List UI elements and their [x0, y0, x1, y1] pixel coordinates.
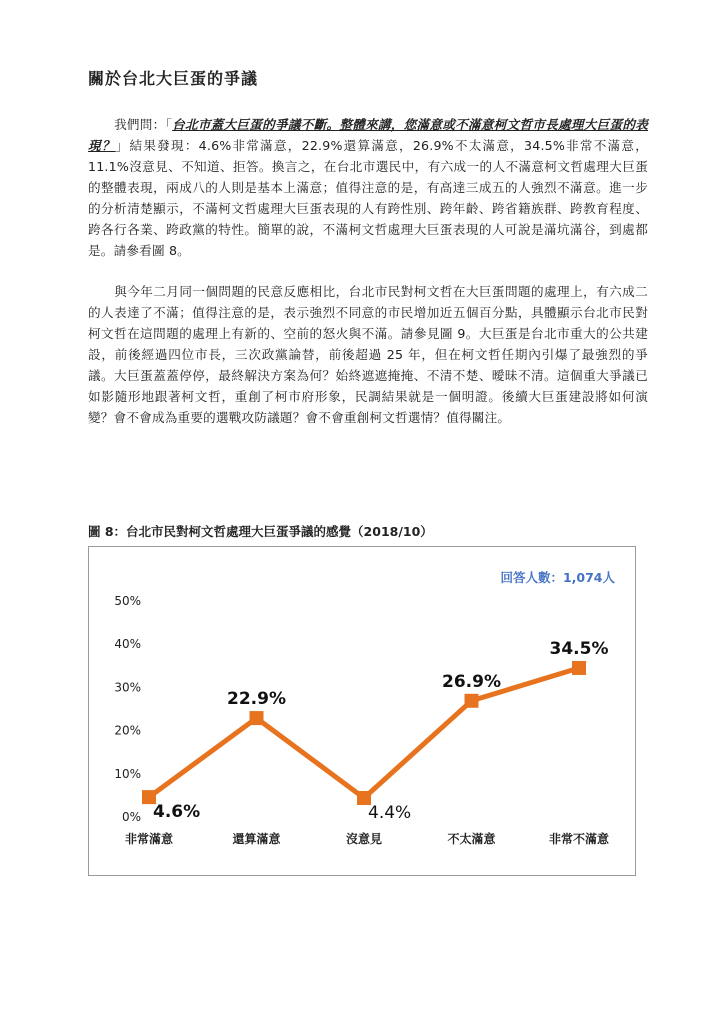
y-tick-label: 20%	[114, 723, 141, 738]
figure-caption: 圖 8：台北市民對柯文哲處理大巨蛋爭議的感覺（2018/10）	[88, 524, 433, 539]
data-label: 34.5%	[549, 638, 609, 659]
paragraph-1-prefix: 我們問：「	[114, 117, 173, 132]
data-label: 4.6%	[153, 802, 201, 823]
chart-frame	[88, 546, 636, 876]
x-category-label: 不太滿意	[447, 832, 496, 846]
paragraph-1-rest: 」結果發現：4.6%非常滿意，22.9%還算滿意，26.9%不太滿意，34.5%非常不滿意，11.1%沒意見、不知道、拒答。換言之，在台北市選民中，有六成一的人不滿意柯文哲處理大巨蛋的整體表現，兩成八的人則是基本上滿意；值得注意的是，有高達三成五的人強烈不滿意。進一步的分析清楚顯示，不滿柯文哲處理大巨蛋表現的人有跨性別、跨年齡、跨省籍族群、跨教育程度、跨各行各業、跨政黨的特性。簡單的說，不滿柯文哲處理大巨蛋表現的人可說是滿坑滿谷，到處都是。請參看圖 8。	[88, 138, 649, 258]
x-category-label: 還算滿意	[232, 832, 281, 846]
paragraph-1	[88, 114, 648, 261]
y-tick-label: 30%	[114, 680, 141, 695]
data-label: 4.4%	[368, 802, 412, 823]
paragraph-2	[88, 281, 648, 428]
data-label: 26.9%	[442, 671, 501, 692]
data-point-marker	[572, 661, 586, 675]
y-tick-label: 50%	[114, 594, 141, 608]
document-title: 關於台北大巨蛋的爭議	[88, 69, 259, 88]
paragraph-2-text: 與今年二月同一個問題的民意反應相比，台北市民對柯文哲在大巨蛋問題的處理上，有六成二的人表達了不滿；值得注意的是，表示強烈不同意的市民增加近五個百分點，具體顯示台北市民對柯文哲在這問題的處理上有新的、空前的怒火與不滿。請參見圖 9。大巨蛋是台北市重大的公共建設，前後經過四位市長，三次政黨論替，前後超過 25 年，但在柯文哲任期內引爆了最強烈的爭議。大巨蛋蓋蓋停停，最終解決方案為何？始終遮遮掩掩、不清不楚、曖昧不清。這個重大爭議已如影隨形地跟著柯文哲，重創了柯市府形象，民調結果就是一個明證。後續大巨蛋建設將如何演變？會不會成為重要的選戰攻防議題？會不會重創柯文哲選情？值得關注。	[88, 284, 648, 425]
series-line	[149, 668, 579, 798]
data-point-marker	[465, 694, 479, 708]
survey-question: 台北市蓋大巨蛋的爭議不斷。整體來講，您滿意或不滿意柯文哲市長處理大巨蛋的表現？	[88, 117, 648, 153]
y-tick-label: 40%	[114, 637, 141, 652]
line-chart	[89, 547, 637, 877]
y-tick-label: 0%	[121, 810, 141, 824]
x-category-label: 非常不滿意	[548, 832, 610, 846]
x-category-label: 沒意見	[345, 832, 383, 846]
y-tick-label: 10%	[114, 766, 141, 781]
respondent-count-label: 回答人數：1,074人	[500, 570, 615, 585]
data-point-marker	[250, 711, 264, 725]
x-category-label: 非常滿意	[124, 832, 174, 846]
data-label: 22.9%	[227, 689, 286, 710]
